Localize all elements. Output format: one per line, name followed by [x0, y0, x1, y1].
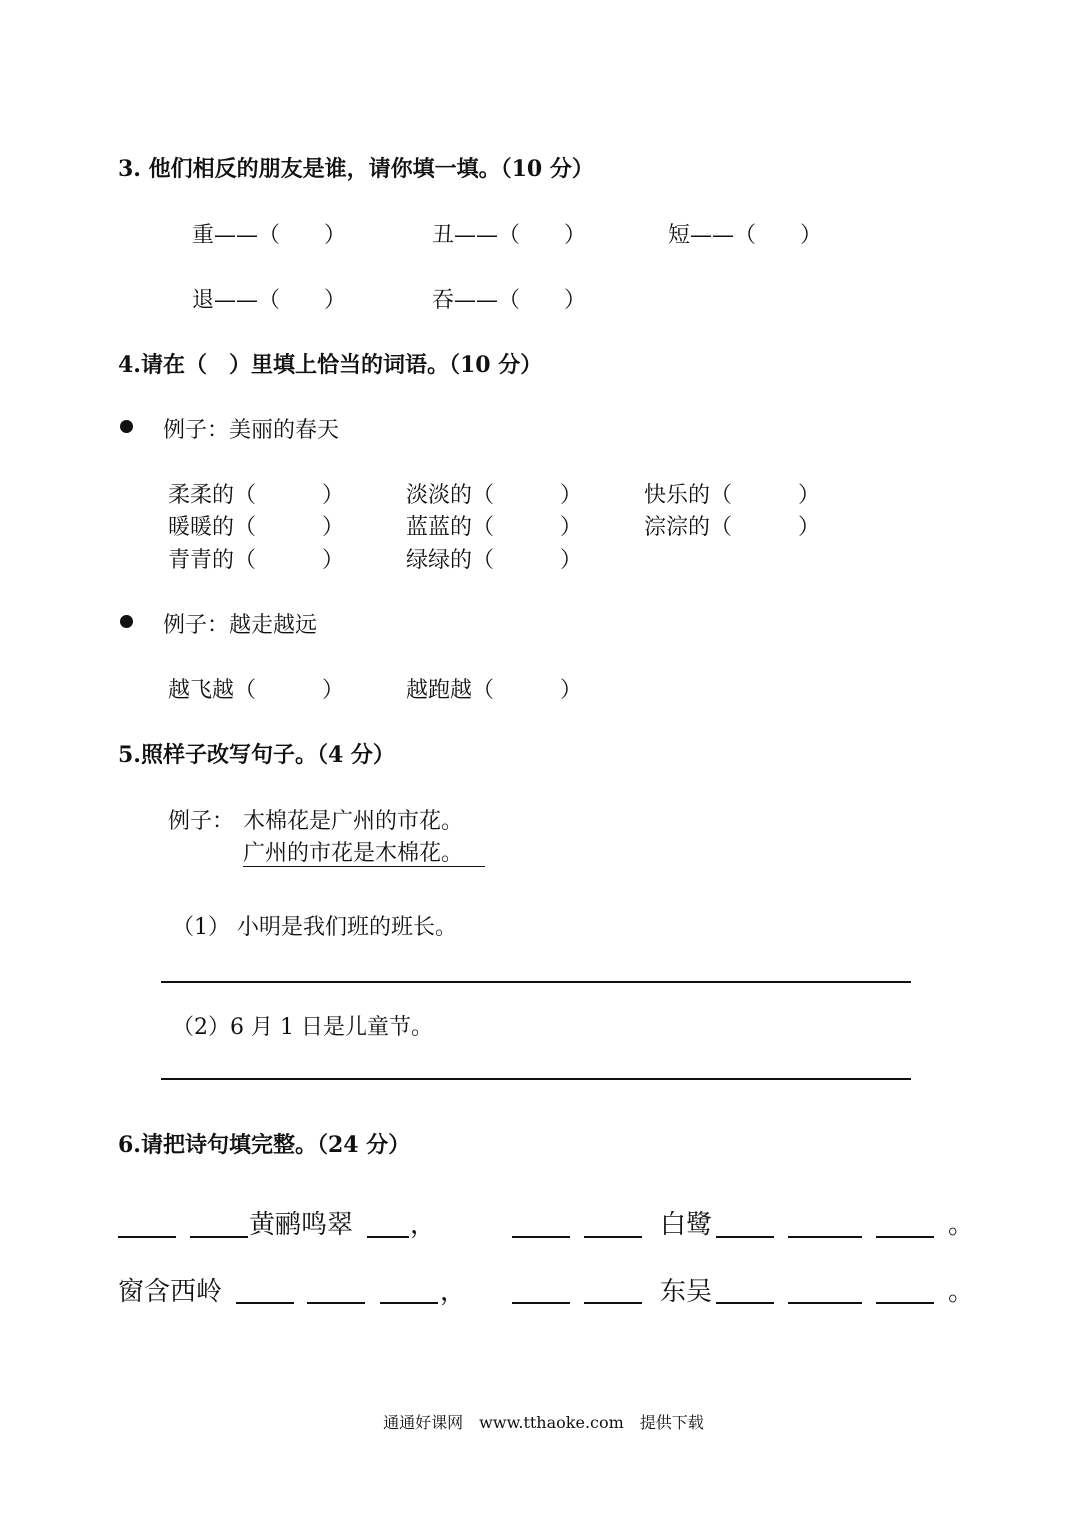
poem-text: 窗含西岭 [118, 1277, 223, 1307]
fill-blank [512, 1302, 570, 1304]
fill-blank [380, 1302, 438, 1304]
q5-item-1: （1） 小明是我们班的班长。 [172, 915, 457, 940]
poem-text: 东吴 [660, 1277, 713, 1307]
q4-example-2: 例子：越走越远 [163, 613, 318, 638]
poem-comma: ， [410, 1210, 437, 1240]
poem-period: 。 [948, 1210, 975, 1240]
q4-item: 快乐的（ ） [644, 483, 821, 508]
q5-example-line2: 广州的市花是木棉花。 [243, 836, 485, 867]
fill-blank [118, 1236, 176, 1238]
answer-line [161, 1078, 911, 1080]
answer-line [161, 981, 911, 983]
q5-title: 5.照样子改写句子。（4 分） [118, 742, 395, 768]
q4-item: 淡淡的（ ） [406, 483, 583, 508]
poem-comma: ， [440, 1277, 467, 1307]
poem-text: 黄鹂鸣翠 [249, 1210, 354, 1240]
fill-blank [584, 1236, 642, 1238]
bullet-icon [120, 420, 133, 433]
q6-title: 6.请把诗句填完整。（24 分） [118, 1132, 411, 1158]
poem-text: 白鹭 [660, 1210, 713, 1240]
q3-item: 丑——（ ） [432, 223, 587, 248]
q4-title: 4.请在（ ）里填上恰当的词语。（10 分） [118, 352, 543, 378]
fill-blank [788, 1236, 862, 1238]
fill-blank [584, 1302, 642, 1304]
bullet-icon [120, 615, 133, 628]
fill-blank [876, 1236, 934, 1238]
q4-item: 绿绿的（ ） [406, 548, 583, 573]
q4-item: 越跑越（ ） [406, 678, 583, 703]
fill-blank [716, 1302, 774, 1304]
poem-period: 。 [948, 1277, 975, 1307]
q3-item: 短——（ ） [668, 223, 823, 248]
q5-example-line1: 木棉花是广州的市花。 [243, 809, 464, 834]
q4-item: 青青的（ ） [168, 548, 345, 573]
fill-blank [367, 1236, 409, 1238]
q3-item: 重——（ ） [192, 223, 347, 248]
q5-item-2: （2）6 月 1 日是儿童节。 [172, 1015, 433, 1040]
fill-blank [788, 1302, 862, 1304]
fill-blank [190, 1236, 248, 1238]
footer-credit: 通通好课网 www.tthaoke.com 提供下载 [383, 1413, 704, 1432]
fill-blank [236, 1302, 294, 1304]
fill-blank [512, 1236, 570, 1238]
q5-example-label: 例子： [168, 809, 235, 834]
q4-example-1: 例子：美丽的春天 [163, 418, 340, 443]
fill-blank [876, 1302, 934, 1304]
q3-title: 3. 他们相反的朋友是谁，请你填一填。（10 分） [118, 156, 594, 182]
q4-item: 越飞越（ ） [168, 678, 345, 703]
fill-blank [307, 1302, 365, 1304]
q4-item: 淙淙的（ ） [644, 515, 821, 540]
q3-item: 吞——（ ） [432, 288, 587, 313]
q4-item: 柔柔的（ ） [168, 483, 345, 508]
q4-item: 暖暖的（ ） [168, 515, 345, 540]
q4-item: 蓝蓝的（ ） [406, 515, 583, 540]
q3-item: 退——（ ） [192, 288, 347, 313]
fill-blank [716, 1236, 774, 1238]
